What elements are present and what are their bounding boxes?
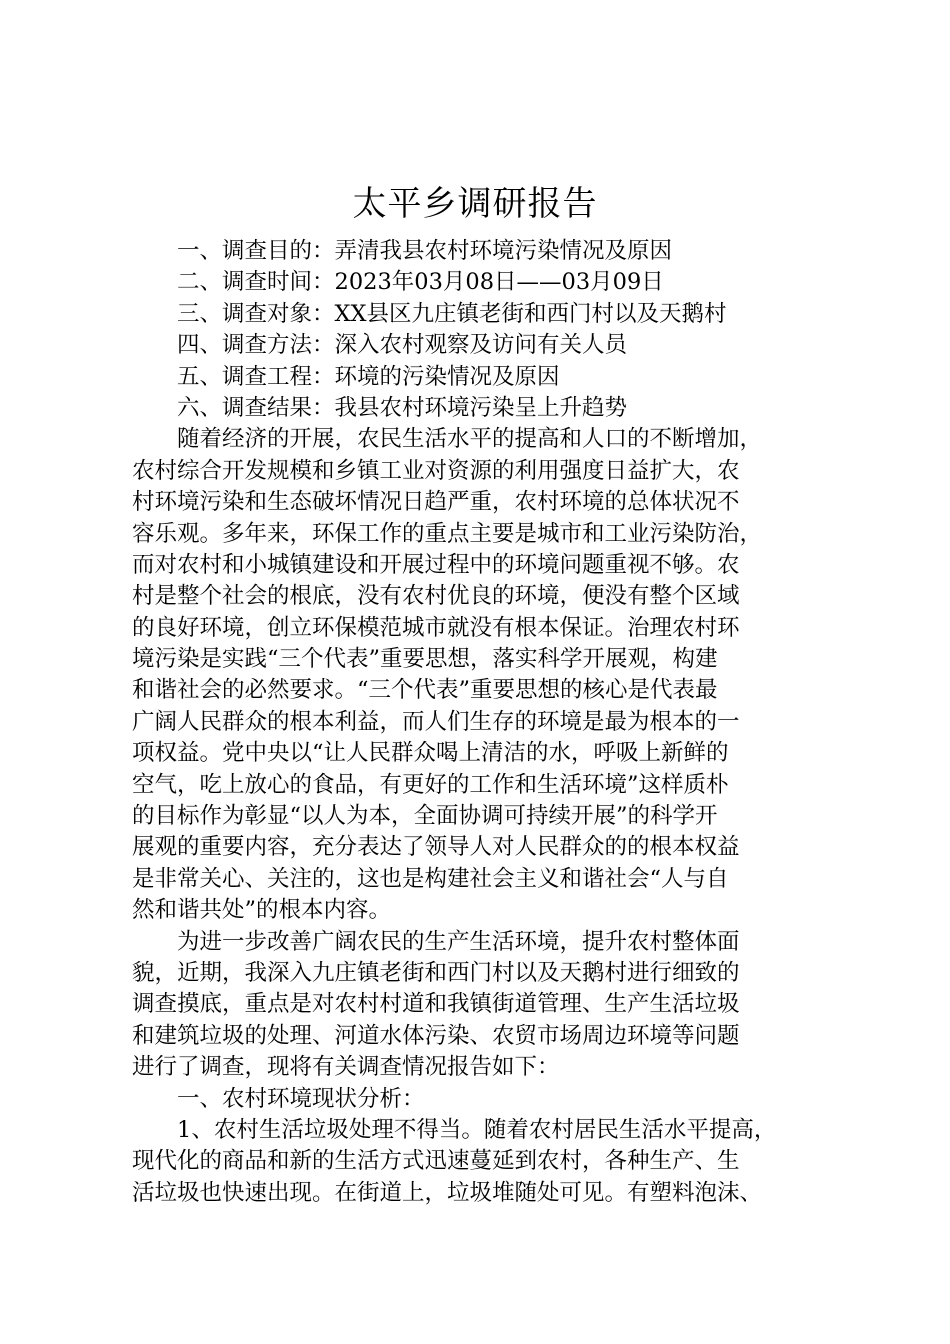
text-line: 一、调查目的：弄清我县农村环境污染情况及原因 — [177, 238, 673, 264]
text-line: 是非常关心、关注的，这也是构建社会主义和谐社会“人与自 — [132, 865, 729, 892]
text-line: 展观的重要内容，充分表达了领导人对人民群众的的根本权益 — [132, 834, 740, 861]
text-line: 容乐观。多年来，环保工作的重点主要是城市和工业污染防治， — [132, 520, 763, 547]
text-line: 然和谐共处”的根本内容。 — [132, 897, 392, 924]
text-line: 二、调查时间：2023年03月08日——03月09日 — [177, 269, 664, 296]
text-line: 随着经济的开展，农民生活水平的提高和人口的不断增加， — [177, 426, 763, 453]
text-line: 四、调查方法：深入农村观察及访问有关人员 — [177, 332, 628, 359]
text-line: 和建筑垃圾的处理、河道水体污染、农贸市场周边环境等问题 — [132, 1022, 740, 1049]
text-line: 广阔人民群众的根本利益，而人们生存的环境是最为根本的一 — [132, 708, 740, 735]
text-line: 和谐社会的必然要求。“三个代表”重要思想的核心是代表最 — [132, 677, 718, 704]
text-line: 境污染是实践“三个代表”重要思想，落实科学开展观，构建 — [132, 646, 718, 673]
text-line: 调查摸底，重点是对农村村道和我镇街道管理、生产生活垃圾 — [132, 991, 740, 1018]
text-line: 三、调查对象：XX县区九庄镇老街和西门村以及天鹅村 — [177, 300, 727, 327]
document-title: 太平乡调研报告 — [352, 184, 598, 224]
text-line: 农村综合开发规模和乡镇工业对资源的利用强度日益扩大，农 — [132, 457, 740, 484]
text-line: 而对农村和小城镇建设和开展过程中的环境问题重视不够。农 — [132, 551, 740, 578]
text-line: 的良好环境，创立环保模范城市就没有根本保证。治理农村环 — [132, 614, 740, 641]
document-body — [132, 236, 822, 1209]
text-line: 六、调查结果：我县农村环境污染呈上升趋势 — [177, 394, 628, 421]
text-line: 1、农村生活垃圾处理不得当。随着农村居民生活水平提高， — [177, 1116, 777, 1143]
text-line: 空气，吃上放心的食品，有更好的工作和生活环境”这样质朴 — [132, 771, 729, 798]
text-line: 五、调查工程：环境的污染情况及原因 — [177, 363, 560, 390]
text-line: 活垃圾也快速出现。在街道上，垃圾堆随处可见。有塑料泡沫、 — [132, 1179, 763, 1206]
text-line: 现代化的商品和新的生活方式迅速蔓延到农村，各种生产、生 — [132, 1148, 740, 1175]
text-line: 一、农村环境现状分析： — [177, 1085, 425, 1112]
text-line: 村环境污染和生态破坏情况日趋严重，农村环境的总体状况不 — [132, 489, 740, 516]
text-line: 为进一步改善广阔农民的生产生活环境，提升农村整体面 — [177, 928, 740, 955]
text-line: 项权益。党中央以“让人民群众喝上清洁的水，呼吸上新鲜的 — [132, 740, 729, 767]
text-line: 村是整个社会的根底，没有农村优良的环境，便没有整个区域 — [132, 583, 740, 610]
text-line: 的目标作为彰显“以人为本，全面协调可持续开展”的科学开 — [132, 803, 718, 830]
text-line: 进行了调查，现将有关调查情况报告如下： — [132, 1054, 560, 1081]
text-line: 貌，近期，我深入九庄镇老街和西门村以及天鹅村进行细致的 — [132, 959, 740, 986]
